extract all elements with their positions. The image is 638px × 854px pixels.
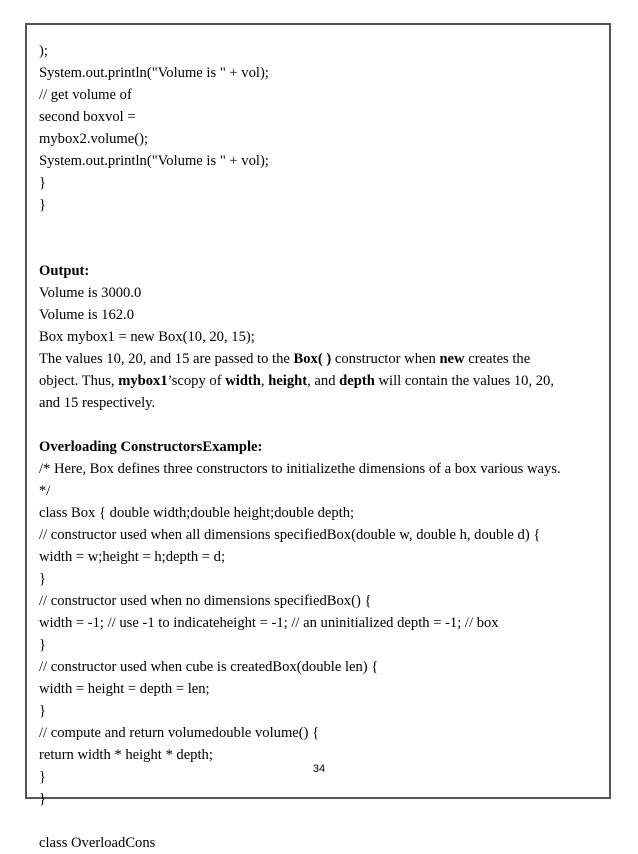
code-line: } <box>39 769 47 785</box>
output-line: Volume is 3000.0 <box>39 285 142 301</box>
code-line: class OverloadCons <box>39 835 156 851</box>
overloading-heading: Overloading ConstructorsExample: <box>39 439 263 455</box>
code-line: } <box>39 637 47 653</box>
code-line: // constructor used when no dimensions specifiedBox() { <box>39 593 372 609</box>
output-line: Volume is 162.0 <box>39 307 135 323</box>
code-line: width = height = depth = len; <box>39 681 210 697</box>
code-line: System.out.println("Volume is " + vol); <box>39 65 269 81</box>
code-line: /* Here, Box defines three constructors to initializethe dimensions of a box various ways. <box>39 461 561 477</box>
code-line: // compute and return volumedouble volume() { <box>39 725 320 741</box>
code-line: // get volume of <box>39 87 132 103</box>
explanation-line-1: The values 10, 20, and 15 are passed to the Box( ) constructor when new creates the <box>39 351 531 367</box>
code-line: width = w;height = h;depth = d; <box>39 549 226 565</box>
code-line: } <box>39 197 47 213</box>
code-line: ); <box>39 43 48 59</box>
code-line: return width * height * depth; <box>39 747 213 763</box>
code-line: // constructor used when cube is createdBox(double len) { <box>39 659 379 675</box>
code-line: } <box>39 703 47 719</box>
code-line: class Box { double width;double height;double depth; <box>39 505 355 521</box>
overloading-section <box>39 436 599 854</box>
explanation-line-2: object. Thus, mybox1’scopy of width, height, and depth will contain the values 10, 20, <box>39 373 554 389</box>
code-line: } <box>39 175 47 191</box>
code-line: second boxvol = <box>39 109 136 125</box>
page-number: 34 <box>312 763 326 775</box>
output-section <box>39 260 599 414</box>
code-line: System.out.println("Volume is " + vol); <box>39 153 269 169</box>
output-heading: Output: <box>39 263 90 279</box>
output-line: Box mybox1 = new Box(10, 20, 15); <box>39 329 255 345</box>
code-line: } <box>39 571 47 587</box>
explanation-line-3: and 15 respectively. <box>39 395 156 411</box>
code-line: // constructor used when all dimensions specifiedBox(double w, double h, double d) { <box>39 527 541 543</box>
code-line: width = -1; // use -1 to indicateheight = -1; // an uninitialized depth = -1; // box <box>39 615 499 631</box>
document-body <box>39 40 599 854</box>
code-line: } <box>39 791 47 807</box>
code-line: */ <box>39 483 51 499</box>
code-line: mybox2.volume(); <box>39 131 149 147</box>
code-block-top <box>39 40 599 216</box>
